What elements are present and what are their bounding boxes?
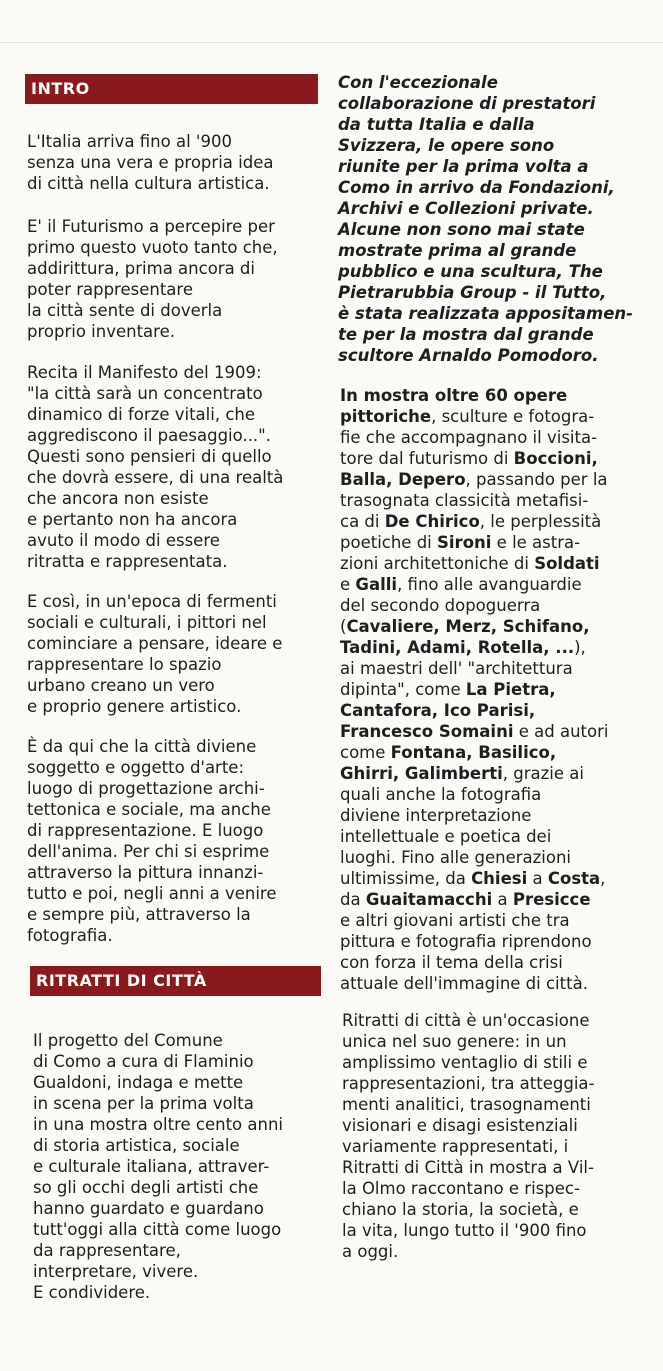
intro-paragraph-2: E' il Futurismo a percepire per primo questo vuoto tanto che, addirittura, prima ancora di poter rappresentare la città sente di doverla proprio inventare. xyxy=(27,217,278,341)
closing-paragraph: Ritratti di città è un'occasione unica nel suo genere: in un amplissimo ventaglio di stili e rappresentazioni, tra atteggia- menti analitici, trasognamenti visionari e disagi esistenziali variamente rappresentati, i Ritratti di Città in mostra a Vil- la Olmo raccontano e rispec- chiano la storia, la società, e la vita, lungo tutto il '900 fino a oggi. xyxy=(342,1011,595,1261)
text-run: e ad autori come xyxy=(340,722,609,762)
artist-name-run: De Chirico xyxy=(384,512,480,531)
intro-paragraph-4: E così, in un'epoca di fermenti sociali e culturali, i pittori nel cominciare a pensare, ideare e rappresentare lo spazio urbano creano un vero e proprio genere artistico. xyxy=(27,592,283,716)
section-header-intro: INTRO xyxy=(25,74,318,104)
text-run: , passando per la trasognata classicità metafisi- ca di xyxy=(340,470,608,531)
artist-name-run: Costa xyxy=(547,869,601,888)
artist-name-run: Fontana, Basilico, Ghirri, Galimberti xyxy=(340,743,557,783)
text-run: ), ai maestri dell' "architettura dipinta", come xyxy=(340,638,586,699)
artist-name-run: Guaitamacchi xyxy=(365,890,493,909)
artist-name-run: In mostra oltre 60 opere pittoriche xyxy=(340,386,568,426)
artist-name-run: Boccioni, Balla, Depero xyxy=(340,449,598,489)
artist-name-run: La Pietra, Cantafora, Ico Parisi, Francesco Somaini xyxy=(340,680,556,741)
artist-name-run: Sironi xyxy=(437,533,492,552)
artist-name-run: Presicce xyxy=(512,890,591,909)
intro-paragraph-1: L'Italia arriva fino al '900 senza una vera e propria idea di città nella cultura artistica. xyxy=(27,132,274,193)
intro-paragraph-3: Recita il Manifesto del 1909: "la città sarà un concentrato dinamico di forze vitali, che aggrediscono il paesaggio...". Questi sono pensieri di quello che dovrà essere, di una realtà che ancora non esiste e pertanto non ha ancora avuto il modo di essere ritratta e rappresentata. xyxy=(27,363,284,571)
text-run: e altri giovani artisti che tra pittura e fotografia riprendono con forza il tema della crisi attuale dell'immagine di città. xyxy=(340,911,592,993)
artist-name-run: Chiesi xyxy=(471,869,528,888)
top-rule xyxy=(0,42,663,43)
text-run: e xyxy=(340,575,356,594)
artist-name-run: Soldati xyxy=(534,554,600,573)
lenders-paragraph: Con l'eccezionale collaborazione di prestatori da tutta Italia e dalla Svizzera, le opere sono riunite per la prima volta a Como in arrivo da Fondazioni, Archivi e Collezioni private. Alcune non sono mai state mostrate prima al grande pubblico e una scultura, The Pietrarubbia Group - il Tutto, è stata realizzata appositamen- te per la mostra dal grande scultore Arnaldo Pomodoro. xyxy=(338,73,633,365)
text-run: e le astra- zioni architettoniche di xyxy=(340,533,581,573)
artist-name-run: Galli xyxy=(355,575,398,594)
ritratti-paragraph: Il progetto del Comune di Como a cura di Flaminio Gualdoni, indaga e mette in scena per la prima volta in una mostra oltre cento anni di storia artistica, sociale e culturale italiana, attraver- so gli occhi degli artisti che hanno guardato e guardano tutt'oggi alla città come luogo da rappresentare, interpretare, vivere. E condividere. xyxy=(33,1031,283,1302)
text-run: , fino alle avanguardie del secondo dopoguerra ( xyxy=(340,575,582,636)
text-run: , sculture e fotogra- fie che accompagnano il visita- tore dal futurismo di xyxy=(340,407,598,468)
section-header-ritratti: RITRATTI DI CITTÀ xyxy=(30,966,321,996)
text-run: , da xyxy=(340,869,606,909)
text-run: , grazie ai quali anche la fotografia diviene interpretazione intellettuale e poetica dei luoghi. Fino alle generazioni ultimissime, da xyxy=(340,764,584,888)
text-run: a xyxy=(492,890,513,909)
text-run: a xyxy=(527,869,548,888)
intro-paragraph-5: È da qui che la città diviene soggetto e oggetto d'arte: luogo di progettazione archi- tettonica e sociale, ma anche di rappresentazione. E luogo dell'anima. Per chi si esprime attraverso la pittura innanzi- tutto e poi, negli anni a venire e sempre più, attraverso la fotografia. xyxy=(27,737,277,945)
artist-name-run: Cavaliere, Merz, Schifano, Tadini, Adami, Rotella, ... xyxy=(340,617,590,657)
exhibition-paragraph xyxy=(340,385,640,994)
text-run: , le perplessità poetiche di xyxy=(340,512,602,552)
